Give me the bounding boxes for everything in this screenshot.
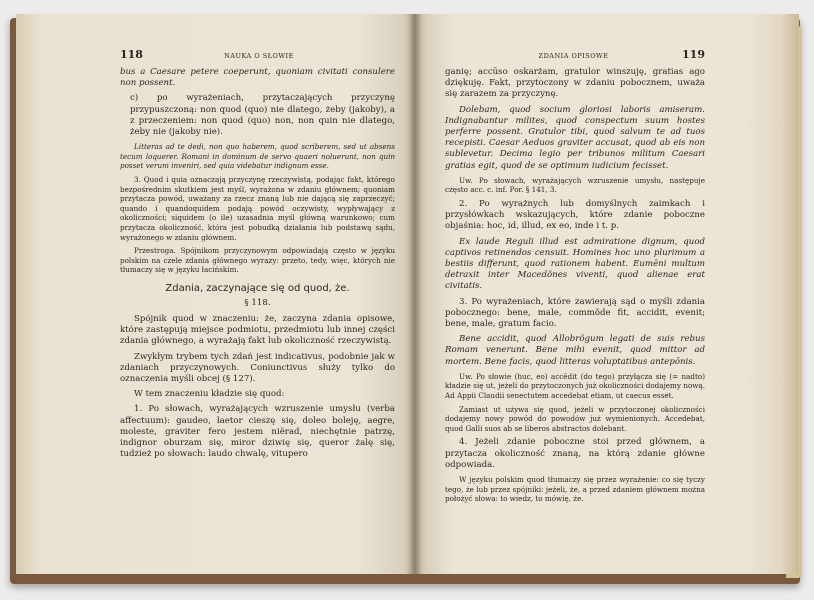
section-number: § 118. [244,297,271,308]
left-running-head [120,48,395,61]
remark: Uw. Po słowach, wyrażających wzruszenie umysłu, następuje często acc. c. inf. Por. § 141, 3. [445,175,705,195]
remark: Zamiast ut używa się quod, jeżeli w przytoczonej okoliczności dodajemy nowy powód do powodów już wymienionych. Accedebat, quod Galli suos ab se liberos abstractos dolebant. [445,404,705,433]
right-running-head [445,48,705,61]
paragraph: 4. Jeżeli zdanie poboczne stoi przed głównem, a przytacza okoliczność znaną, na którą zdanie główne odpowiada. [445,437,705,470]
paragraph: ganię; accūso oskarżam, gratulor winszuję, gratias ago dziękuję. Fakt, przytoczony w zdaniu pobocznem, uważa się zarazem za przyczynę. [445,67,705,100]
paragraph: 3. Quod i quia oznaczają przyczynę rzeczywistą, podając fakt, którego bezpośrednim skutkiem jest myśl, wyrażona w zdaniu głównem; quoniam przytacza powód, uważany za rzecz znaną lub nie dającą się zaprzeczyć; quando i quandoquidem podają powód oczywisty, wypływający z okoliczności; siquidem (o ile) uzasadnia myśl główną warunkowo; cum przytacza okoliczność, która jest pobudką działania lub podstawą sądu, wyrażonego w zdaniu głównem. [120,175,395,242]
paragraph: W tem znaczeniu kładzie się quod: [134,389,285,400]
right-running-title: ZDANIA OPISOWE [538,52,609,60]
remark: W języku polskim quod tłumaczy się przez wyrażenie: co się tyczy tego, że lub przez spójniki: jeżeli, że, a przed zdaniem głównem można położyć słowa: to wiedz, to mówię, że. [445,475,705,504]
right-page [415,14,799,574]
paragraph: c) po wyrażeniach, przytaczających przyczynę przypuszczoną: non quod (quo) nie dlatego, żeby (jakoby), a z przeczeniem: non quod (quo) non, non quin nie dlatego, żeby nie (jakoby nie). [130,93,395,138]
paragraph: 3. Po wyrażeniach, które zawierają sąd o myśli zdania pobocznego: bene, male, commŏde fit, accidit, evenit; bene, male, gratum facio. [445,296,705,330]
warning-note: Przestroga. Spójnikom przyczynowym odpowiadają często w języku polskim na czele zdania głównego wyrazy: przeto, tedy, więc, których nie tłumaczy się w języku łacińskim. [120,246,395,275]
right-page-number: 119 [682,48,705,61]
paragraph: bus a Caesare petere coeperunt, quoniam civitati consulere non possent. [120,67,395,89]
example-text: Litteras ad te dedi, non quo haberem, quod scriberem, sed ut absens tecum loquerer. Romani in dominum de servo quaeri noluerunt, non quin posset verum inveniri, sed quia videbatur indignum esse. [120,142,395,171]
paragraph: Zwykłym trybem tych zdań jest indicativus, podobnie jak w zdaniach przyczynowych. Coniunctivus służy tylko do oznaczenia myśli obcej (§ 127). [120,351,395,384]
left-running-title: NAUKA O SŁOWIE [224,52,294,60]
book-gutter [408,14,422,574]
example-text: Bene accidit, quod Allobrŏgum legati de suis rebus Romam venerunt. Bene mihi evenit, quod mittor ad mortem. Bene facis, quod litteras voluptatibus antepōnis. [445,334,705,367]
left-page-number: 118 [120,48,143,61]
section-heading: Zdania, zaczynające się od quod, że. [165,282,350,294]
remark: Uw. Po słowie (huc, eo) accēdit (do tego) przyłącza się (= nadto) kładzie się ut, jeżeli do przytoczonych już okoliczności dodajemy nową. Ad Appii Claudii senectutem accedebat etiam, ut caecus esset. [445,371,705,401]
open-book [10,14,806,586]
paragraph: 1. Po słowach, wyrażających wzruszenie umysłu (verba affectuum): gaudeo, laetor cieszę się, doleo boleję, aegre, moleste, graviter fero jestem niërad, niechętnie patrzę, indignor oburzam się, miror dziwię się, queror żalę się, tudzież po słowach: laudo chwalę, vitupero [120,404,395,460]
example-text: Ex laude Reguli illud est admiratione dignum, quod captivos retinendos censuit. Homines hoc uno plurimum a bestiis differunt, quod rationem habent. Eumēni multum detraxit inter Macedŏnes viventi, quod alienae erat civitatis. [445,236,705,292]
left-page [16,14,415,574]
example-text: Dolebam, quod socium gloriosi laboris amiseram. Indignabantur milites, quod conspectum suum hostes perferre possent. Gratulor tibi, quod salvum te ad tuos recepisti. Caesar Aeduos graviter accusat, quod ab eis non sublevetur. Decima legio per tribunos militum Caesari gratias egit, quod de se optimum iudicium fecisset. [445,104,705,171]
paragraph: 2. Po wyrażnych lub domyślnych zaimkach i przysłówkach wskazujących, które zdanie poboczne objaśnia: hoc, id, illud, ex eo, inde i t. p. [445,199,705,232]
paragraph: Spójnik quod w znaczeniu: że, zaczyna zdania opisowe, które zastępują miejsce podmiotu, przedmiotu lub innej części zdania głównego, a wyrażają fakt lub okoliczność rzeczywistą. [120,313,395,347]
